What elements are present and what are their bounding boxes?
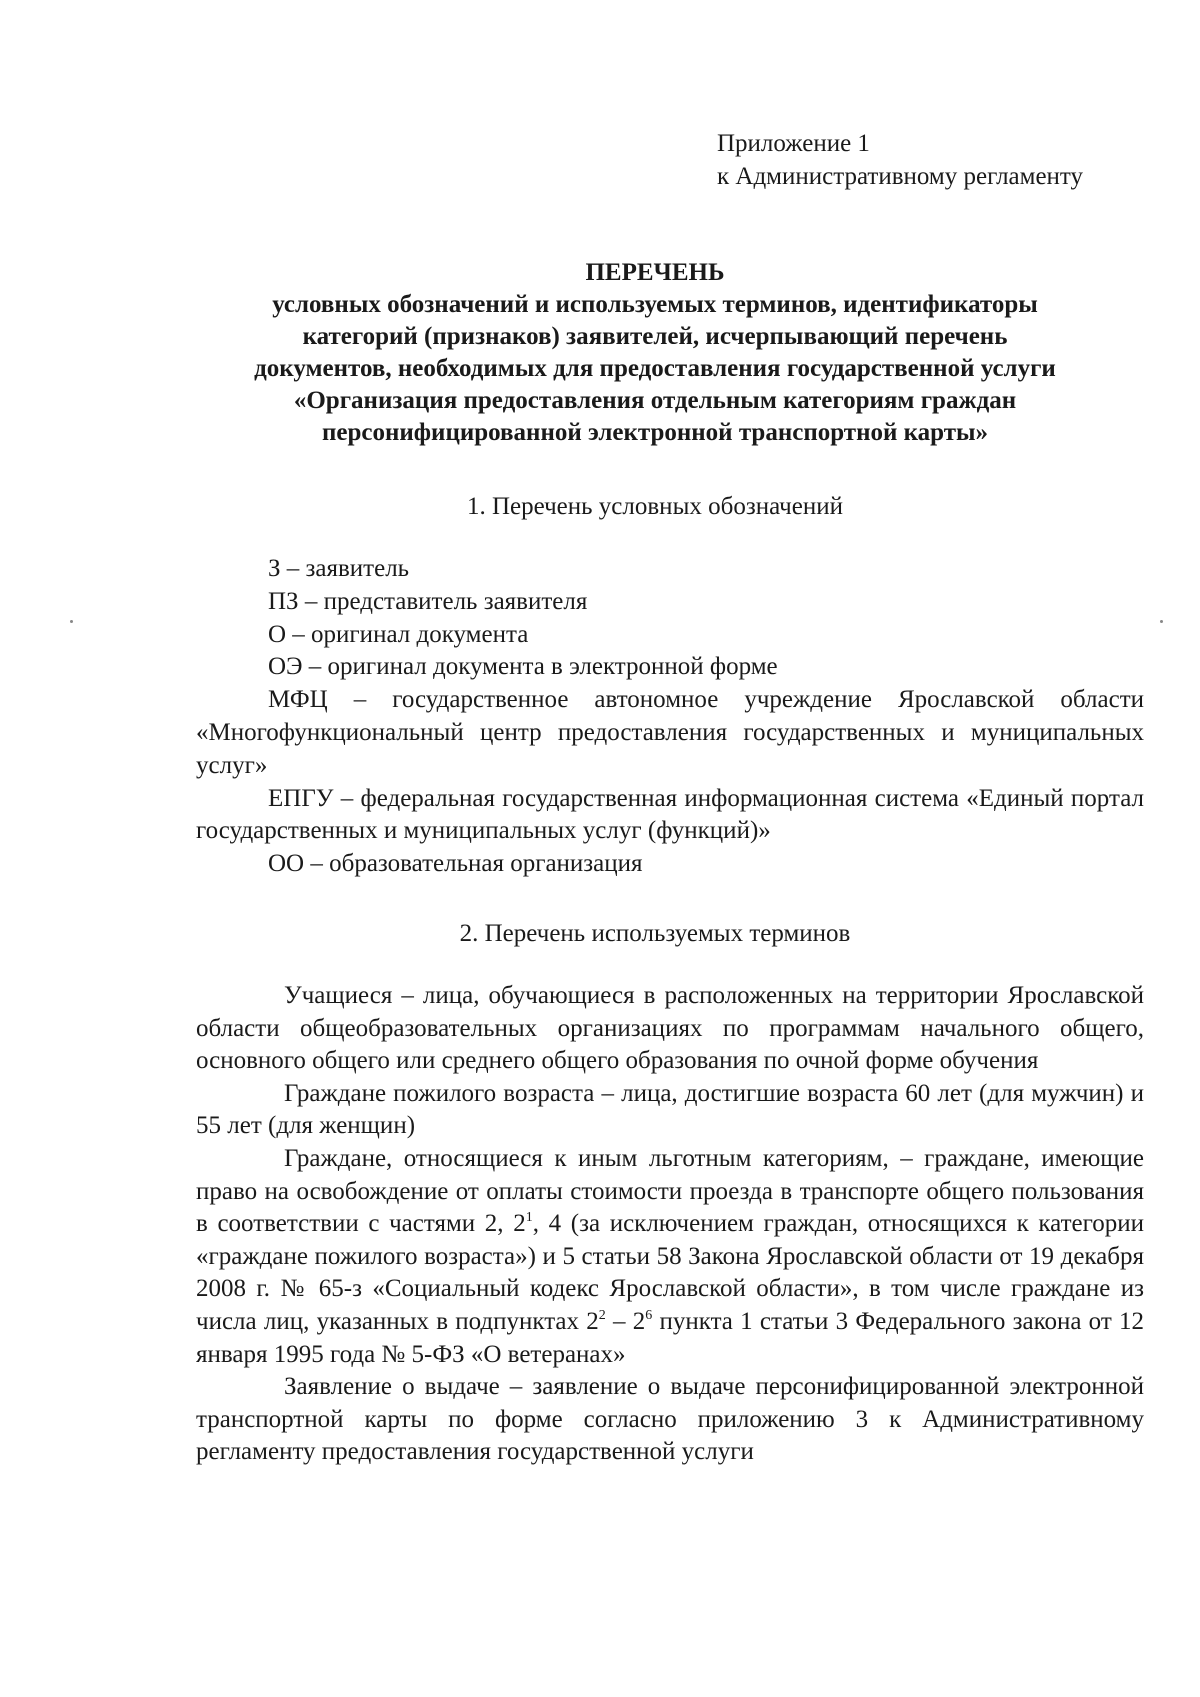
superscript: 2 — [598, 1307, 606, 1323]
title-line-2: категорий (признаков) заявителей, исчерпывающий перечень — [302, 323, 1008, 350]
abbreviations-list — [196, 553, 1144, 881]
scan-speck — [1160, 620, 1163, 623]
title-line-4: «Организация предоставления отдельным категориям граждан — [293, 387, 1017, 414]
abbreviation-item: ОО – образовательная организация — [268, 850, 643, 878]
term-elderly: Граждане пожилого возраста – лица, достигшие возраста 60 лет (для мужчин) и 55 лет (для женщин) — [196, 1079, 1144, 1140]
abbreviation-item: ОЭ – оригинал документа в электронной форме — [268, 653, 778, 681]
term-text: Граждане, относящиеся к иным льготным категориям, – граждане, имеющие право на освобождение от оплаты стоимости проезда в транспорте общего пользования в соответствии с частями 2, 2 — [196, 1144, 1144, 1238]
title-line-1: условных обозначений и используемых терминов, идентификаторы — [272, 291, 1038, 318]
title-heading: ПЕРЕЧЕНЬ — [585, 259, 725, 286]
title-line-5: персонифицированной электронной транспортной карты» — [321, 419, 989, 446]
title-line-3: документов, необходимых для предоставления государственной услуги — [254, 355, 1056, 382]
term-text: – 2 — [605, 1307, 646, 1335]
section-1-heading: 1. Перечень условных обозначений — [466, 493, 843, 520]
abbreviation-item: ЕПГУ – федеральная государственная информационная система «Единый портал государственных и муниципальных услуг (функций)» — [196, 784, 1144, 845]
section-2-heading: 2. Перечень используемых терминов — [459, 920, 851, 947]
annex-note — [717, 127, 1083, 193]
term-text: , 4 (за исключением граждан, относящихся к категории «граждане пожилого возраста») и 5 статьи 58 Закона Ярославской области от 19 декабря 2008 г. № 65-з «Социальный кодекс Ярославской области», в том числе граждане из числа лиц, указанных в подпунктах 2 — [196, 1210, 1144, 1335]
term-application: Заявление о выдаче – заявление о выдаче персонифицированной электронной транспортной карты по форме согласно приложению 3 к Административному регламенту предоставления государственной услуги — [196, 1373, 1144, 1466]
abbreviation-item: МФЦ – государственное автономное учреждение Ярославской области «Многофункциональный центр предоставления государственных и муниципальных услуг» — [196, 686, 1144, 779]
superscript: 6 — [645, 1307, 653, 1323]
abbreviation-item: ПЗ – представитель заявителя — [268, 587, 588, 615]
superscript: 1 — [525, 1210, 533, 1226]
annex-line-1: Приложение 1 — [717, 130, 870, 157]
abbreviation-item: З – заявитель — [268, 555, 410, 582]
abbreviation-item: О – оригинал документа — [268, 620, 529, 648]
scan-speck — [70, 620, 73, 623]
term-text: пункта 1 статьи 3 Федерального закона от 12 января 1995 года № 5-ФЗ «О ветеранах» — [196, 1307, 1145, 1368]
terms-list — [196, 980, 1144, 1469]
term-other-benefit-categories — [196, 1143, 1144, 1371]
document-title — [180, 257, 1130, 449]
term-students: Учащиеся – лица, обучающиеся в расположенных на территории Ярославской области общеобразовательных организациях по программам начального общего, основного общего или среднего общего образования по очной форме обучения — [196, 982, 1144, 1075]
annex-line-2: к Административному регламенту — [717, 163, 1084, 190]
